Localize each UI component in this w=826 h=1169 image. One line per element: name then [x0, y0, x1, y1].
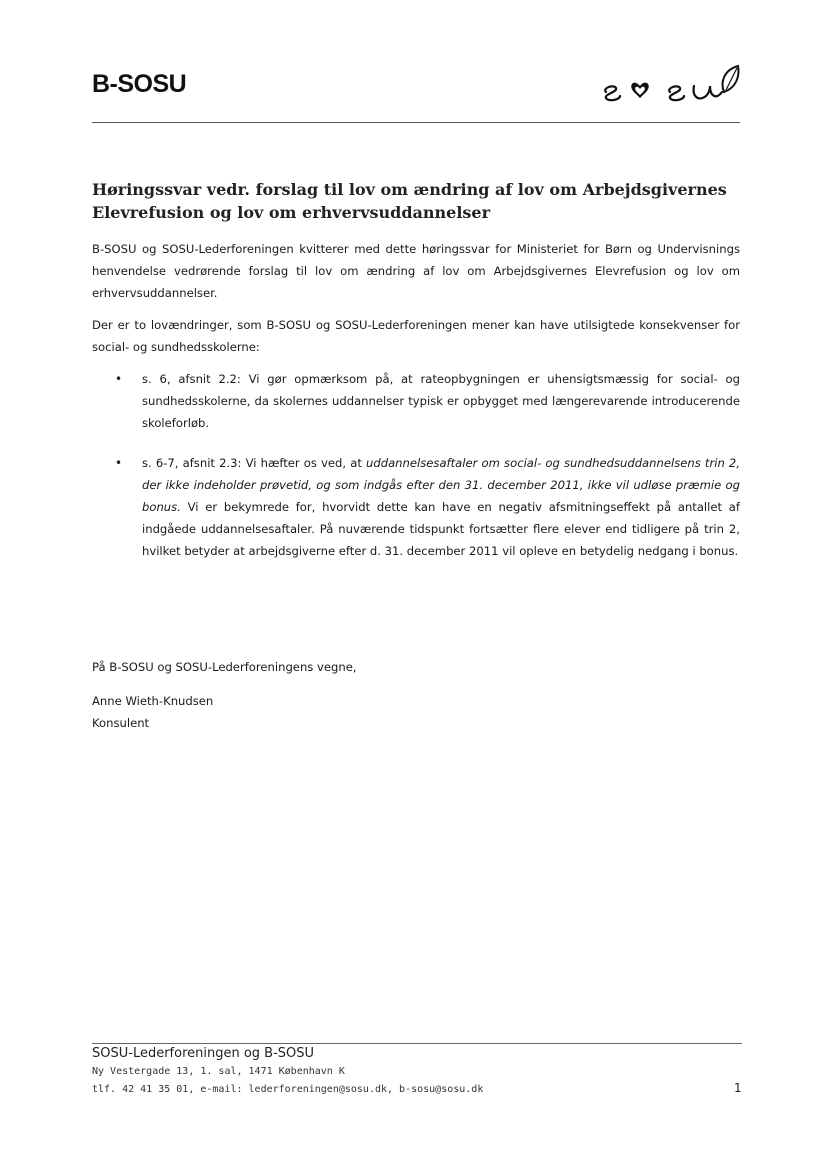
footer-divider: [92, 1043, 742, 1044]
bullet-icon: •: [115, 456, 123, 470]
document-title: Høringssvar vedr. forslag til lov om ændring af lov om Arbejdsgivernes Elevrefusion og lov om erhvervsuddannelser: [92, 180, 727, 222]
footer-organization: SOSU-Lederforeningen og B-SOSU: [92, 1046, 315, 1061]
footer-address: Ny Vestergade 13, 1. sal, 1471 København K: [92, 1066, 345, 1077]
list-item: [92, 452, 740, 562]
intro-paragraph: B-SOSU og SOSU-Lederforeningen kvitterer med dette høringssvar for Ministeriet for Børn og Undervisnings henvendelse vedrørende forslag til lov om ændring af lov om Arbejdsgivernes Elevrefusion og lov om erhvervsuddannelser.: [92, 242, 740, 300]
closing-line: På B-SOSU og SOSU-Lederforeningens vegne,: [92, 660, 357, 674]
bullet-icon: •: [115, 372, 123, 386]
page-number: 1: [734, 1081, 742, 1095]
brand-name: B-SOSU: [92, 70, 187, 98]
bullet-lead-text: s. 6-7, afsnit 2.3: Vi hæfter os ved, at: [142, 456, 367, 470]
footer-contact: tlf. 42 41 35 01, e-mail: lederforeningen@sosu.dk, b-sosu@sosu.dk: [92, 1084, 484, 1095]
sosu-logo: [600, 62, 745, 104]
bullet-text: s. 6, afsnit 2.2: Vi gør opmærksom på, at rateopbygningen er uhensigtsmæssig for social- og sundhedsskolerne, da skolernes uddannelser typisk er opbygget med længerevarende introducerende skoleforløb.: [142, 372, 740, 430]
concerns-paragraph: Der er to lovændringer, som B-SOSU og SOSU-Lederforeningen mener kan have utilsigtede konsekvenser for social- og sundhedsskolerne:: [92, 318, 740, 354]
heart-leaf-icon: [600, 62, 745, 104]
list-item: [92, 368, 740, 434]
concerns-list: [92, 368, 740, 580]
signature-name: Anne Wieth-Knudsen: [92, 694, 214, 708]
signature-title: Konsulent: [92, 716, 150, 730]
bullet-tail-text: Vi er bekymrede for, hvorvidt dette kan have en negativ afsmitningseffekt på antallet af indgåede uddannelsesaftaler. På nuværende tidspunkt fortsætter flere elever end tidligere på trin 2, hvilket betyder at arbejdsgiverne efter d. 31. december 2011 vil opleve en betydelig nedgang i bonus.: [142, 500, 740, 558]
bullet-italic-text: uddannelsesaftaler om social- og sundhedsuddannelsens trin 2, der ikke indeholder prøvetid, og som indgås efter den 31. december 2011, ikke vil udløse præmie og bonus.: [142, 456, 740, 514]
header-divider: [92, 122, 740, 123]
